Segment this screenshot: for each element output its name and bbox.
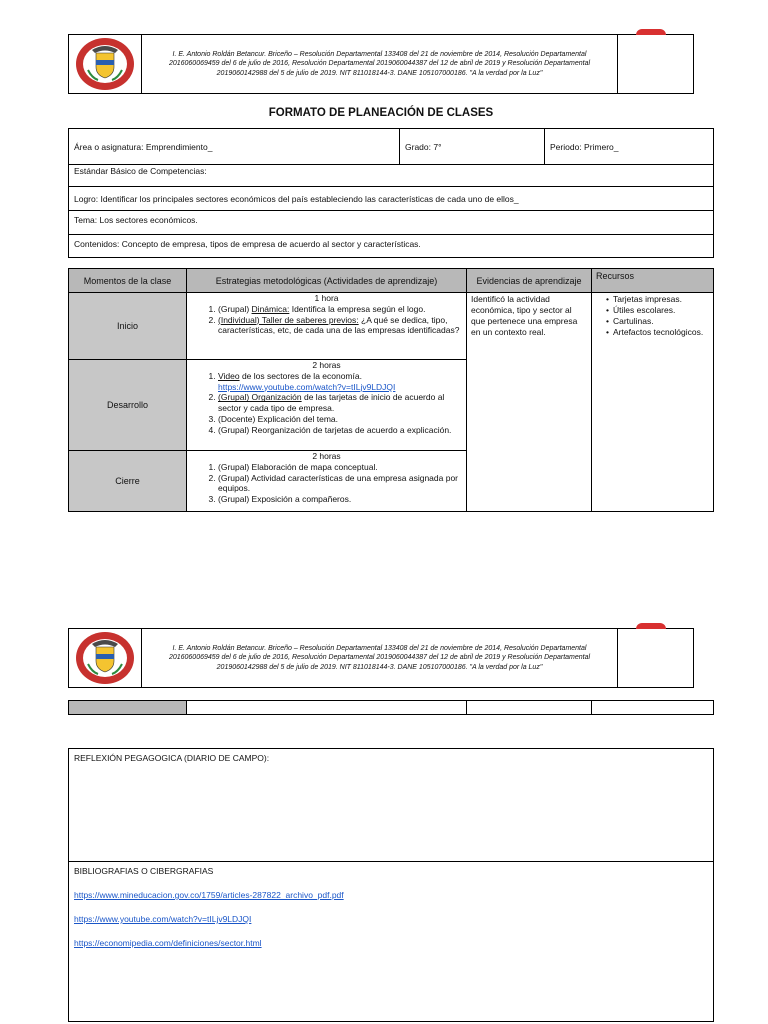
phase-cierre: Cierre: [69, 451, 187, 512]
reflexion-label: REFLEXIÓN PEGAGOGICA (DIARIO DE CAMPO):: [74, 753, 270, 763]
cierre-hours: 2 horas: [312, 451, 341, 461]
bib-link[interactable]: https://www.youtube.com/watch?v=tILjv9LDJQI: [74, 914, 252, 924]
inicio-activities: [187, 293, 467, 360]
plan-table: [68, 268, 714, 512]
bib-link[interactable]: https://economipedia.com/definiciones/sector.html: [74, 938, 262, 948]
list-item: • Tarjetas impresas.: [606, 294, 709, 305]
header-blank-cell: [618, 629, 693, 687]
estrategias-header: Estrategias metodológicas (Actividades de aprendizaje): [187, 269, 467, 293]
list-item: 2. (Grupal) Organización de las tarjetas de inicio de acuerdo al sector y cada tipo de empresa.: [218, 392, 462, 414]
momentos-header: Momentos de la clase: [69, 269, 187, 293]
list-item: 2. (Individual) Taller de saberes previos: ¿A qué se dedica, tipo, características, etc, de cada una de las empresas identificadas?: [218, 315, 462, 337]
bib-link[interactable]: https://www.mineducacion.gov.co/1759/articles-287822_archivo_pdf.pdf: [74, 890, 344, 900]
logo-cell: [69, 629, 142, 687]
bibliografia-label: BIBLIOGRAFIAS O CIBERGRAFIAS: [74, 866, 214, 876]
list-item: • Útiles escolares.: [606, 305, 709, 316]
list-item: 4. (Grupal) Reorganización de tarjetas de acuerdo a explicación.: [218, 425, 462, 436]
inicio-hours: 1 hora: [314, 293, 339, 303]
logro-cell: Logro: Identificar los principales sectores económicos del país estableciendo las características de cada uno de ellos_: [69, 187, 714, 211]
cierre-activities: [187, 451, 467, 512]
list-item: 1. (Grupal) Dinámica: Identifica la empresa según el logo.: [218, 304, 462, 315]
page-header-2: [68, 628, 694, 688]
header-blank-cell: [618, 35, 693, 93]
tema-cell: Tema: Los sectores económicos.: [69, 211, 714, 235]
continuation-row: [68, 700, 714, 715]
info-table: [68, 128, 714, 258]
desarrollo-activities: [187, 360, 467, 451]
list-item: • Artefactos tecnológicos.: [606, 327, 709, 338]
logo-cell: [69, 35, 142, 93]
evidencias-text: Identificó la actividad económica, tipo y sector al que pertenece una empresa en un contexto real.: [467, 293, 592, 512]
list-item: • Cartulinas.: [606, 316, 709, 327]
list-item: 3. (Grupal) Exposición a compañeros.: [218, 494, 462, 505]
video-link[interactable]: https://www.youtube.com/watch?v=tILjv9LDJQI: [218, 381, 396, 392]
coat-of-arms-logo: [74, 630, 136, 686]
recursos-list: [596, 294, 709, 338]
document-title: FORMATO DE PLANEACIÓN DE CLASES: [268, 107, 494, 119]
page-header: [68, 34, 694, 94]
bibliografia-cell: [69, 862, 714, 1022]
reflexion-table: [68, 748, 714, 1022]
periodo-cell: Periodo: Primero_: [545, 129, 714, 165]
area-cell: Área o asignatura: Emprendimiento_: [69, 129, 400, 165]
contenidos-cell: Contenidos: Concepto de empresa, tipos de empresa de acuerdo al sector y características.: [69, 235, 714, 258]
estandar-cell: Estándar Básico de Competencias:: [69, 165, 714, 187]
coat-of-arms-logo: [74, 36, 136, 92]
list-item: 3. (Docente) Explicación del tema.: [218, 414, 462, 425]
institution-text: I. E. Antonio Roldán Betancur. Briceño – Resolución Departamental 133408 del 21 de noviembre de 2014, Resolución Departamental 2016060069459 del 6 de julio de 2016, Resolución Departamental 2019060044387 del 12 de abril de 2019 y Resolución Departamental 2019060142988 del 5 de julio de 2019. NIT 811018144-3. DANE 105107000186. "A la verdad por la Luz": [142, 35, 618, 93]
evidencias-header: Evidencias de aprendizaje: [467, 269, 592, 293]
list-item: 1. (Grupal) Elaboración de mapa conceptual.: [218, 462, 462, 473]
recursos-list-cell: [592, 293, 714, 512]
phase-inicio: Inicio: [69, 293, 187, 360]
reflexion-cell: [69, 749, 714, 862]
phase-desarrollo: Desarrollo: [69, 360, 187, 451]
recursos-header: Recursos: [592, 269, 714, 293]
desarrollo-hours: 2 horas: [312, 360, 341, 370]
list-item: 2. (Grupal) Actividad características de una empresa asignada por equipos.: [218, 473, 462, 495]
grado-cell: Grado: 7°: [400, 129, 545, 165]
list-item: 1. Video de los sectores de la economía. https://www.youtube.com/watch?v=tILjv9LDJQI: [218, 371, 462, 393]
institution-text: I. E. Antonio Roldán Betancur. Briceño – Resolución Departamental 133408 del 21 de noviembre de 2014, Resolución Departamental 2016060069459 del 6 de julio de 2016, Resolución Departamental 2019060044387 del 12 de abril de 2019 y Resolución Departamental 2019060142988 del 5 de julio de 2019. NIT 811018144-3. DANE 105107000186. "A la verdad por la Luz": [142, 629, 618, 687]
